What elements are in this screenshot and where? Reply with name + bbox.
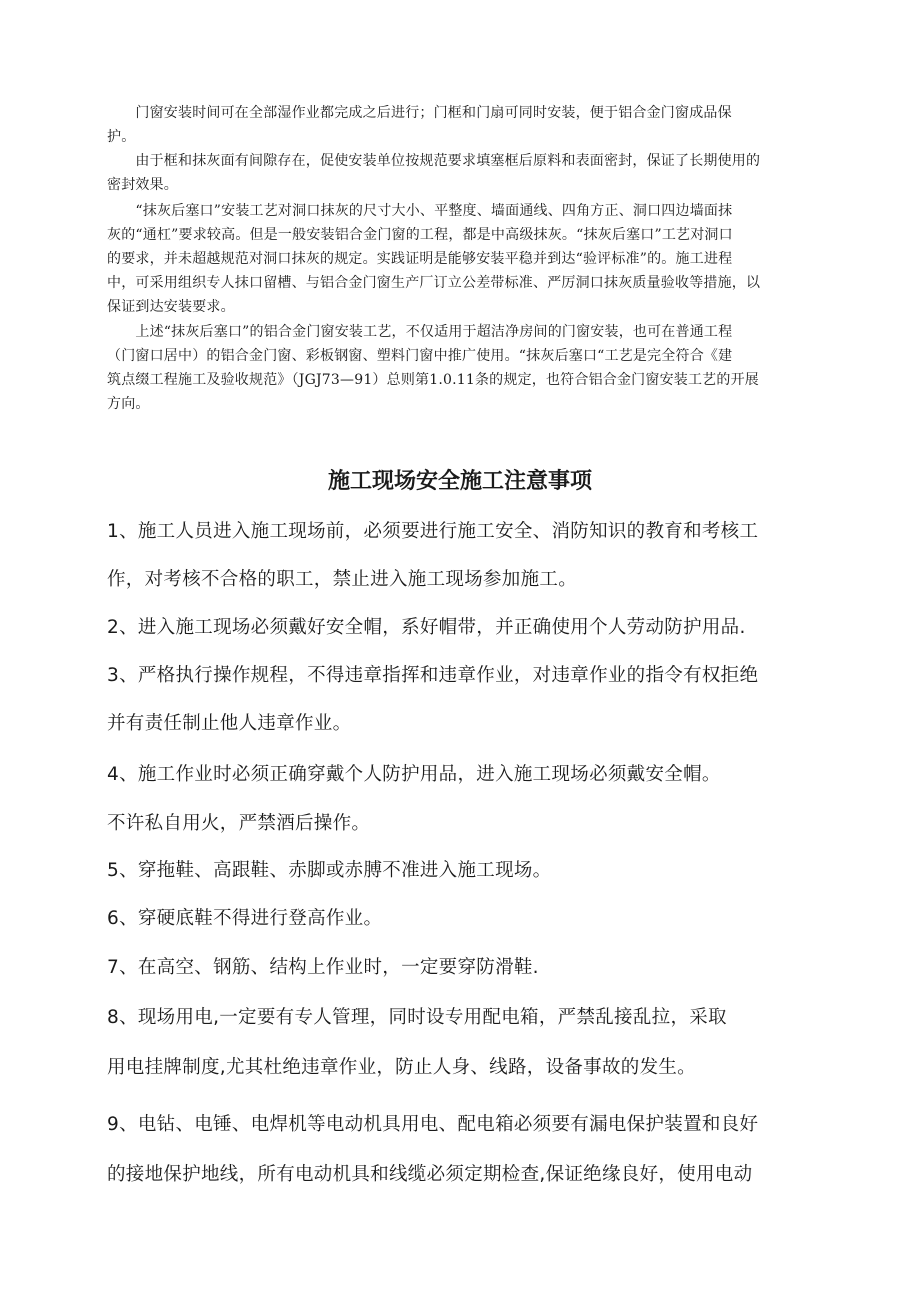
intro-paragraph-1-line-1: 门窗安装时间可在全部湿作业都完成之后进行；门框和门扇可同时安装，便于铝合金门窗成品保 — [107, 105, 732, 121]
item-8-line-2: 用电挂牌制度,尤其杜绝违章作业，防止人身、线路，设备事故的发生。 — [107, 1057, 696, 1078]
item-8-line-1: 8、现场用电,一定要有专人管理，同时设专用配电箱，严禁乱接乱拉，采取 — [107, 1007, 727, 1028]
item-9-line-1: 9、电钻、电锤、电焊机等电动机具用电、配电箱必须要有漏电保护装置和良好 — [107, 1114, 759, 1135]
intro-paragraph-4-line-1: 上述“抹灰后塞口”的铝合金门窗安装工艺，不仅适用于超洁净房间的门窗安装，也可在普通工程 — [107, 324, 733, 340]
intro-paragraph-4-line-4: 方向。 — [107, 396, 150, 412]
intro-paragraph-4-line-3: 筑点缀工程施工及验收规范》（JGJ73—91）总则第1.0.11条的规定，也符合铝合金门窗安装工艺的开展 — [107, 372, 759, 388]
item-3-line-1: 3、严格执行操作规程，不得违章指挥和违章作业，对违章作业的指令有权拒绝 — [107, 665, 759, 686]
item-5: 5、穿拖鞋、高跟鞋、赤脚或赤膊不准进入施工现场。 — [107, 860, 552, 881]
item-2: 2、进入施工现场必须戴好安全帽，系好帽带，并正确使用个人劳动防护用品. — [107, 617, 746, 638]
item-4-line-1: 4、施工作业时必须正确穿戴个人防护用品，进入施工现场必须戴安全帽。 — [107, 764, 721, 785]
intro-paragraph-3-line-4: 中，可采用组织专人抹口留槽、与铝合金门窗生产厂订立公差带标准、严厉洞口抹灰质量验收等措施，以 — [107, 275, 761, 291]
intro-paragraph-4-line-2: （门窗口居中）的铝合金门窗、彩板钢窗、塑料门窗中推广使用。“抹灰后塞口“工艺是完全符合《建 — [107, 348, 733, 364]
intro-paragraph-3-line-5: 保证到达安装要求。 — [107, 299, 235, 315]
item-1-line-1: 1、施工人员进入施工现场前，必须要进行施工安全、消防知识的教育和考核工 — [107, 521, 759, 542]
intro-paragraph-1-line-2: 护。 — [107, 129, 136, 145]
item-3-line-2: 并有责任制止他人违章作业。 — [107, 713, 352, 734]
intro-paragraph-3-line-1: “抹灰后塞口”安装工艺对洞口抹灰的尺寸大小、平整度、墙面通线、四角方正、洞口四边墙面抹 — [107, 203, 733, 219]
item-9-line-2: 的接地保护地线，所有电动机具和线缆必须定期检查,保证绝缘良好，使用电动 — [107, 1164, 753, 1185]
intro-paragraph-2-line-1: 由于框和抹灰面有间隙存在，促使安装单位按规范要求填塞框后原料和表面密封，保证了长期使用的 — [107, 153, 761, 169]
item-6: 6、穿硬底鞋不得进行登高作业。 — [107, 908, 383, 929]
intro-paragraph-3-line-2: 灰的“通杠”要求较高。但是一般安装铝合金门窗的工程，都是中高级抹灰。“抹灰后塞口”工艺对洞口 — [107, 227, 733, 243]
item-7: 7、在高空、钢筋、结构上作业时，一定要穿防滑鞋. — [107, 957, 539, 978]
item-1-line-2: 作，对考核不合格的职工，禁止进入施工现场参加施工。 — [107, 569, 578, 590]
item-4-line-2: 不许私自用火，严禁酒后操作。 — [107, 813, 371, 834]
intro-paragraph-3-line-3: 的要求，并未超越规范对洞口抹灰的规定。实践证明是能够安装平稳并到达“验评标准”的。施工进程 — [107, 251, 733, 267]
section-title: 施工现场安全施工注意事项 — [327, 468, 592, 494]
intro-paragraph-2-line-2: 密封效果。 — [107, 177, 178, 193]
